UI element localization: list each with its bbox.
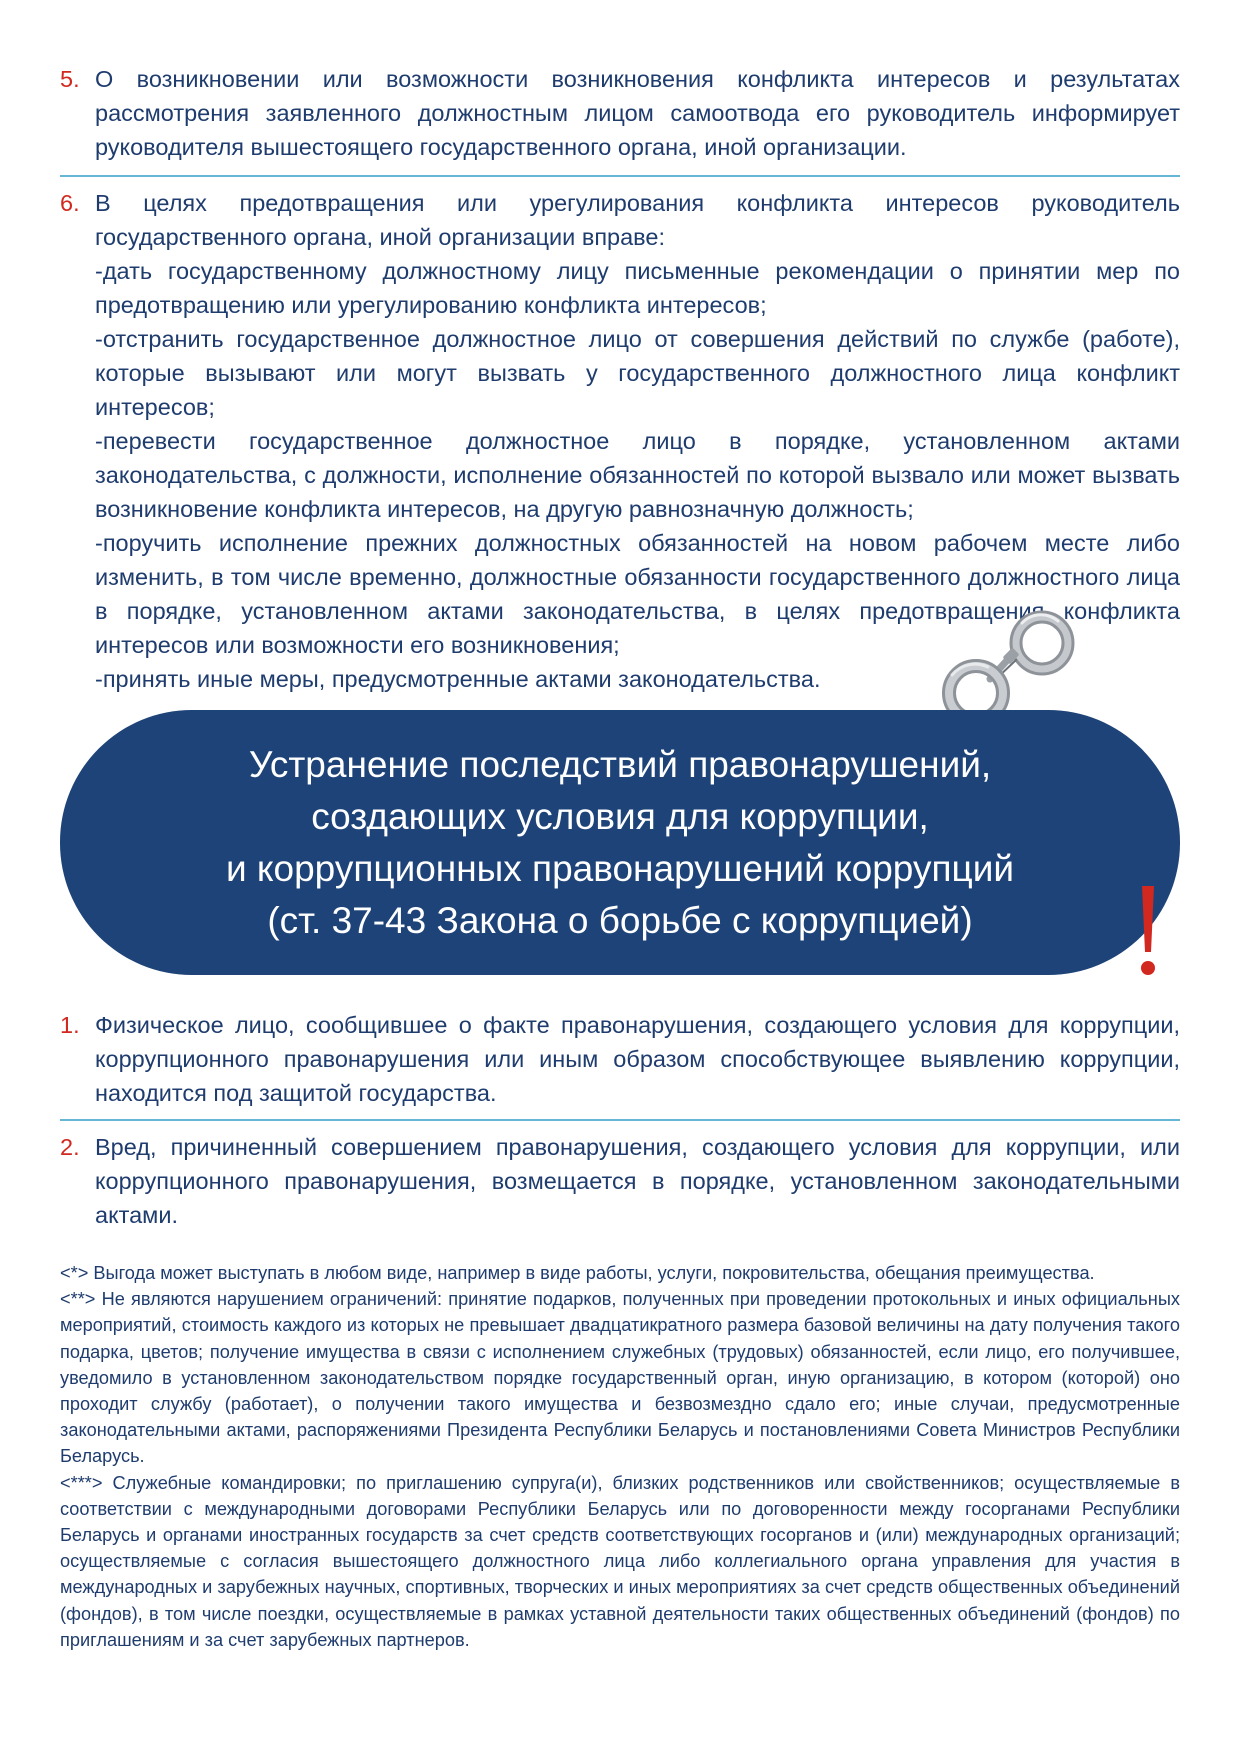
divider — [60, 175, 1180, 177]
exclamation-icon — [1128, 882, 1168, 982]
banner-title-line: и коррупционных правонарушений коррупций — [225, 847, 1015, 889]
item-text — [95, 1008, 1180, 1110]
footnotes — [60, 1260, 1180, 1653]
section-banner — [60, 710, 1180, 975]
bullet-paragraph: -дать государственному должностному лицу письменные рекомендации о принятии мер по предотвращению или урегулированию конфликта интересов; — [95, 258, 1180, 318]
bullet-paragraph: -принять иные меры, предусмотренные актами законодательства. — [95, 666, 821, 692]
paragraph: О возникновении или возможности возникновения конфликта интересов и результатах рассмотрения заявленного должностным лицом самоотвода его руководитель информирует руководителя вышестоящего государственного органа, иной организации. — [95, 66, 1180, 160]
bullet-paragraph: -поручить исполнение прежних должностных обязанностей на новом рабочем месте либо изменить, в том числе временно, должностные обязанности государственного должностного лица в порядке, установленном актами законодательства, в целях предотвращения конфликта интересов или возможности его возникновения; — [95, 530, 1180, 658]
bullet-paragraph: -отстранить государственное должностное лицо от совершения действий по службе (работе), которые вызывают или могут вызвать у государственного должностного лица конфликт интересов; — [95, 326, 1180, 420]
paragraph: Вред, причиненный совершением правонарушения, создающего условия для коррупции, или коррупционного правонарушения, возмещается в порядке, установленном законодательными актами. — [95, 1134, 1180, 1228]
bullet-paragraph: -перевести государственное должностное лицо в порядке, установленном актами законодательства, с должности, исполнение обязанностей по которой вызвало или может вызвать возникновение конфликта интересов, на другую равнозначную должность; — [95, 428, 1180, 522]
divider — [60, 1119, 1180, 1121]
banner-subtitle: (ст. 37-43 Закона о борьбе с коррупцией) — [267, 899, 973, 941]
banner-title-line: Устранение последствий правонарушений, — [248, 743, 992, 785]
footnote: <**> Не являются нарушением ограничений: принятие подарков, полученных при проведении протокольных и иных официальных мероприятий, стоимость каждого из которых не превышает двадцатикратного размера базовой величины на дату получения такого подарка, цветов; получение имущества в связи с исполнением служебных (трудовых) обязанностей, если лицо, его получившее, уведомило в установленном законодательством порядке государственный орган, иную организацию, в котором (которой) оно проходит службу (работает), о получении такого имущества и безвозмездно сдало его; иные случаи, предусмотренные законодательными актами, распоряжениями Президента Республики Беларусь и постановлениями Совета Министров Республики Беларусь. — [60, 1289, 1180, 1467]
paragraph: Физическое лицо, сообщившее о факте правонарушения, создающего условия для коррупции, коррупционного правонарушения или иным образом способствующее выявлению коррупции, находится под защитой государства. — [95, 1012, 1180, 1106]
banner-title-line: создающих условия для коррупции, — [311, 795, 929, 837]
item-text — [95, 1130, 1180, 1232]
list-item-5 — [60, 62, 1180, 164]
footnote: <***> Служебные командировки; по приглашению супруга(и), близких родственников или свойственников; осуществляемые в соответствии с международными договорами Республики Беларусь или по договоренности между госорганами Республики Беларусь и органами иностранных государств за счет средств соответствующих госорганов и (или) международных организаций; осуществляемые с согласия вышестоящего должностного лица либо коллегиального органа управления для участия в международных и зарубежных научных, спортивных, творческих и иных мероприятиях за счет средств общественных объединений (фондов), в том числе поездки, осуществляемые в рамках уставной деятельности таких общественных объединений (фондов) по приглашениям и за счет зарубежных партнеров. — [60, 1472, 1180, 1650]
paragraph: В целях предотвращения или урегулирования конфликта интересов руководитель государственного органа, иной организации вправе: — [95, 190, 1180, 250]
footnote: <*> Выгода может выступать в любом виде, например в виде работы, услуги, покровительства, обещания преимущества. — [60, 1263, 1095, 1283]
item-number: 1. — [60, 1012, 80, 1038]
item-text — [95, 62, 1180, 164]
item-number: 6. — [60, 190, 80, 216]
list-item-1 — [60, 1008, 1180, 1110]
item-number: 5. — [60, 66, 80, 92]
list-item-2 — [60, 1130, 1180, 1232]
item-number: 2. — [60, 1134, 80, 1160]
